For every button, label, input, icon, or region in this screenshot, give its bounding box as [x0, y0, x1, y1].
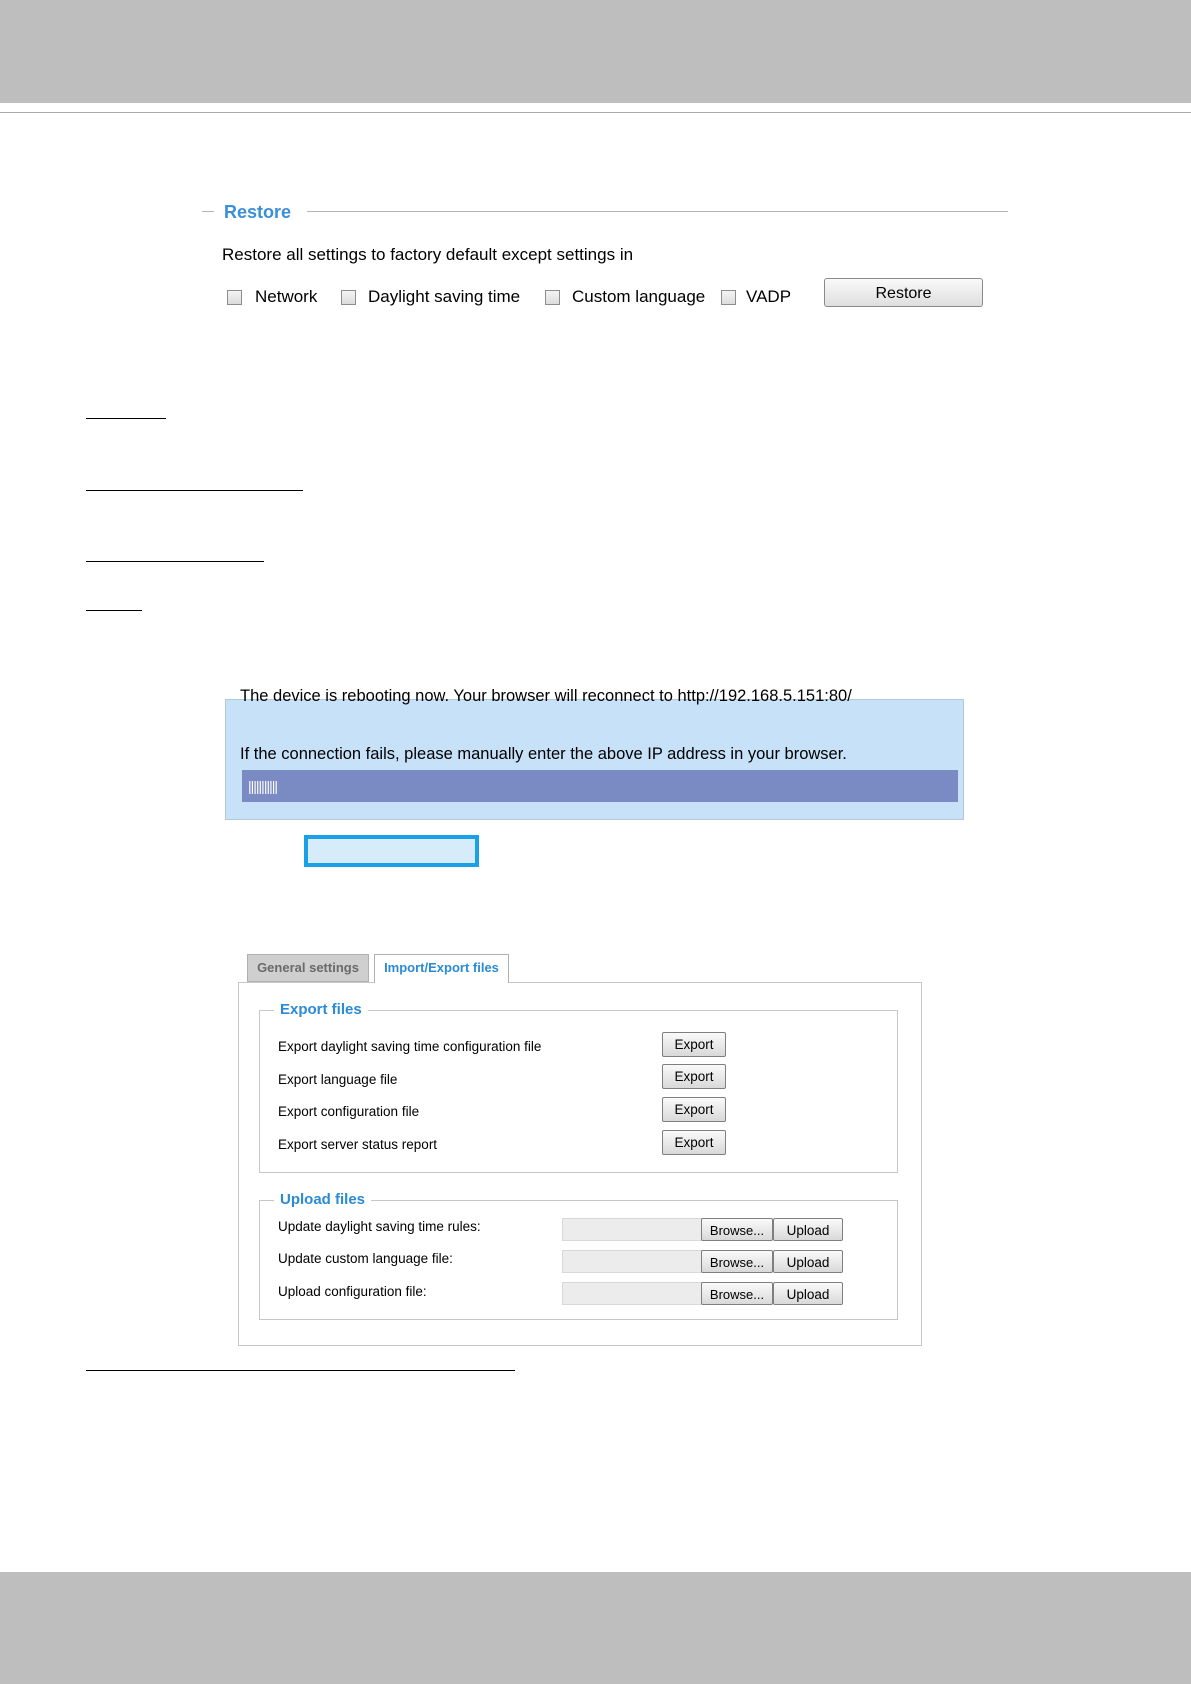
- custom-language-browse-button[interactable]: Browse...: [701, 1250, 773, 1273]
- export-row-label: Export server status report: [278, 1137, 438, 1152]
- header-divider: [0, 112, 1191, 113]
- custom-language-checkbox-label: Custom language: [572, 287, 706, 306]
- upload-row-label: Upload configuration file:: [278, 1284, 427, 1299]
- export-dst-config-button[interactable]: Export: [662, 1032, 726, 1057]
- dst-rules-file-input[interactable]: [562, 1218, 702, 1241]
- reboot-progress-bar: [242, 770, 958, 802]
- daylight-saving-checkbox-label: Daylight saving time: [368, 287, 521, 306]
- daylight-saving-checkbox[interactable]: [341, 290, 356, 305]
- vadp-checkbox-label: VADP: [746, 287, 792, 306]
- export-files-legend: Export files: [274, 1001, 368, 1018]
- highlight-box: [304, 835, 479, 867]
- vadp-checkbox[interactable]: [721, 290, 736, 305]
- export-row-label: Export language file: [278, 1072, 398, 1087]
- heading-underline: [86, 418, 166, 419]
- export-row-label: Export configuration file: [278, 1104, 420, 1119]
- config-browse-button[interactable]: Browse...: [701, 1282, 773, 1305]
- config-upload-button[interactable]: Upload: [773, 1282, 843, 1305]
- restore-legend: Restore: [224, 202, 292, 222]
- export-language-button[interactable]: Export: [662, 1064, 726, 1089]
- tab-import-export-files[interactable]: Import/Export files: [374, 954, 509, 983]
- tab-general-settings[interactable]: General settings: [247, 954, 369, 982]
- dst-rules-browse-button[interactable]: Browse...: [701, 1218, 773, 1241]
- restore-button[interactable]: Restore: [824, 278, 983, 307]
- reboot-progress-indicator: |||||||||||: [248, 778, 278, 794]
- upload-row-label: Update custom language file:: [278, 1251, 453, 1266]
- heading-underline: [86, 561, 264, 562]
- heading-underline: [86, 1370, 515, 1371]
- network-checkbox-label: Network: [255, 287, 318, 306]
- footer-bar: [0, 1572, 1191, 1684]
- export-status-report-button[interactable]: Export: [662, 1130, 726, 1155]
- restore-fieldset-border: [307, 211, 1008, 212]
- export-row-label: Export daylight saving time configuration file: [278, 1039, 542, 1054]
- upload-row-label: Update daylight saving time rules:: [278, 1219, 481, 1234]
- custom-language-checkbox[interactable]: [545, 290, 560, 305]
- export-config-button[interactable]: Export: [662, 1097, 726, 1122]
- network-checkbox[interactable]: [227, 290, 242, 305]
- reboot-message-line2: If the connection fails, please manually enter the above IP address in your browser.: [240, 745, 847, 763]
- header-bar: [0, 0, 1191, 103]
- config-file-input[interactable]: [562, 1282, 702, 1305]
- restore-description: Restore all settings to factory default except settings in: [222, 245, 634, 264]
- dst-rules-upload-button[interactable]: Upload: [773, 1218, 843, 1241]
- upload-files-legend: Upload files: [274, 1191, 371, 1208]
- heading-underline: [86, 610, 142, 611]
- custom-language-file-input[interactable]: [562, 1250, 702, 1273]
- custom-language-upload-button[interactable]: Upload: [773, 1250, 843, 1273]
- heading-underline: [86, 490, 303, 491]
- reboot-message-line1: The device is rebooting now. Your browser will reconnect to http://192.168.5.151:80/: [240, 687, 852, 705]
- restore-fieldset-border: [202, 211, 214, 212]
